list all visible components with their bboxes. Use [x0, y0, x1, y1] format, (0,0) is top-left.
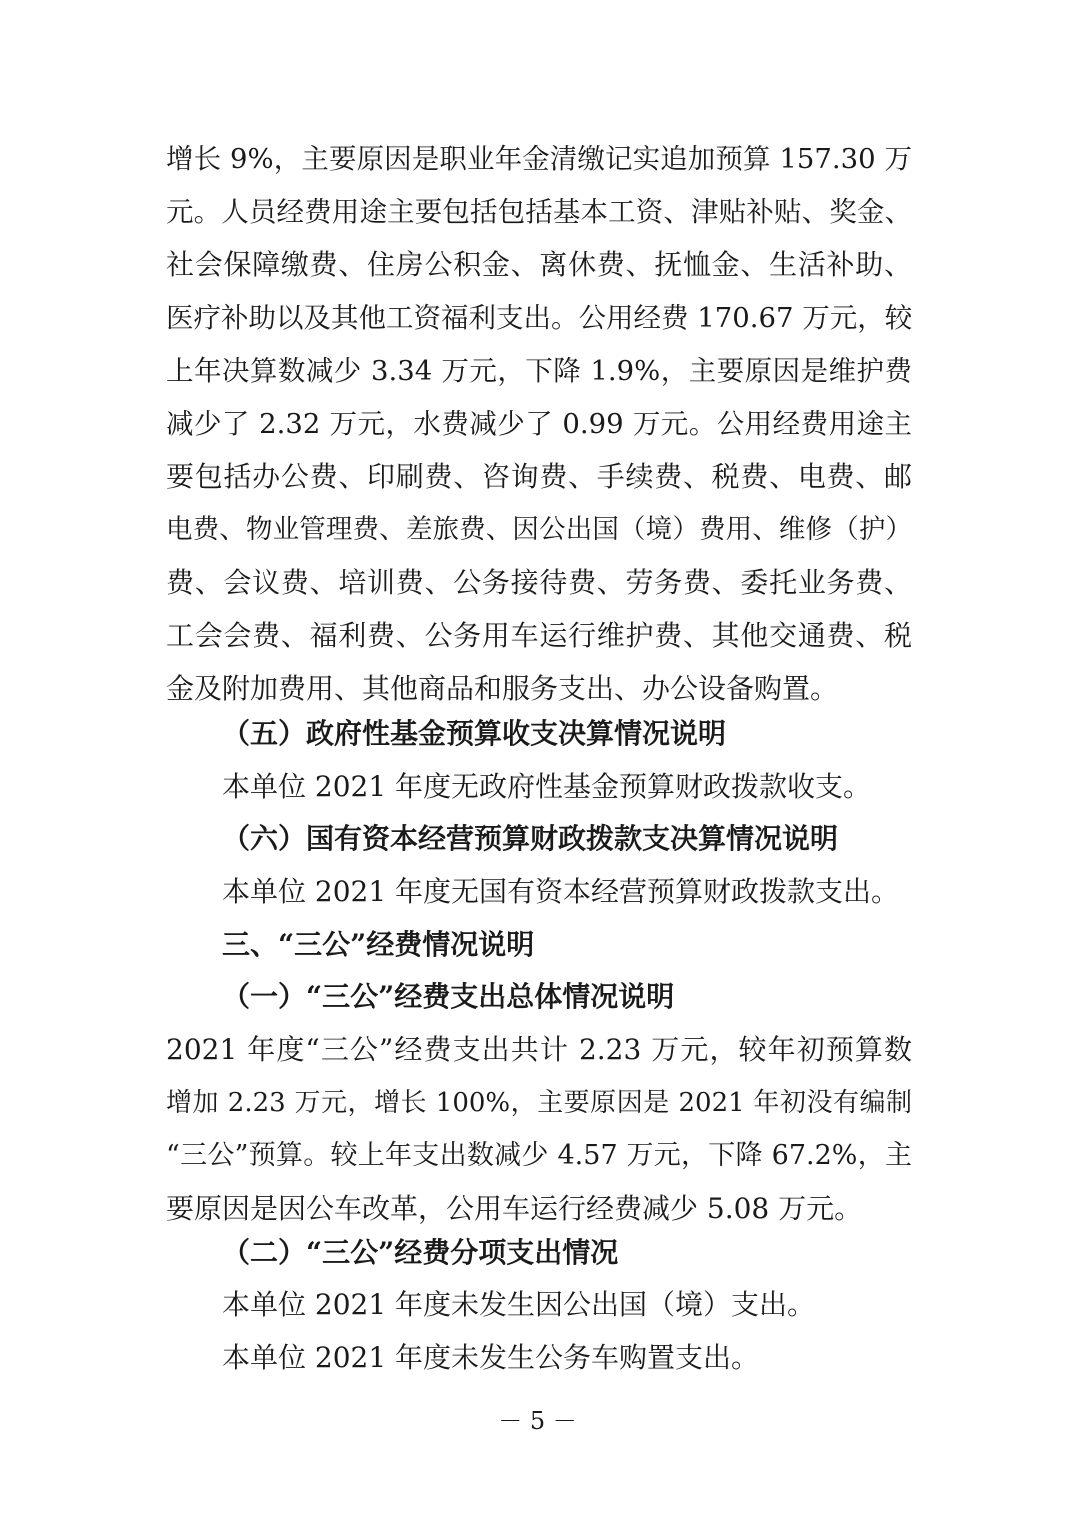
body-line: 本单位 2021 年度无国有资本经营预算财政拨款支出。	[222, 875, 900, 908]
section-heading-1: （一）“三公”经费支出总体情况说明	[222, 980, 675, 1013]
section-heading-2: （二）“三公”经费分项支出情况	[222, 1236, 619, 1269]
body-line: 本单位 2021 年度未发生公务车购置支出。	[222, 1341, 760, 1374]
body-line: 社会保障缴费、住房公积金、离休费、抚恤金、生活补助、	[166, 248, 912, 281]
page-number: － 5 －	[498, 1407, 577, 1435]
body-line: 2021 年度“三公”经费支出共计 2.23 万元，较年初预算数	[166, 1033, 912, 1066]
chapter-heading-3: 三、“三公”经费情况说明	[222, 928, 535, 961]
body-line: 医疗补助以及其他工资福利支出。公用经费 170.67 万元，较	[166, 302, 913, 334]
body-line: 要原因是因公车改革，公用车运行经费减少 5.08 万元。	[166, 1192, 863, 1225]
body-line: 上年决算数减少 3.34 万元，下降 1.9%，主要原因是维护费	[166, 355, 912, 387]
section-heading-6: （六）国有资本经营预算财政拨款支决算情况说明	[222, 822, 839, 855]
body-line: “三公”预算。较上年支出数减少 4.57 万元，下降 67.2%，主	[166, 1140, 912, 1171]
body-line: 工会会费、福利费、公务用车运行维护费、其他交通费、税	[166, 619, 912, 652]
body-line: 要包括办公费、印刷费、咨询费、手续费、税费、电费、邮	[166, 460, 912, 493]
body-line: 增长 9%，主要原因是职业年金清缴记实追加预算 157.30 万	[166, 143, 912, 175]
section-heading-5: （五）政府性基金预算收支决算情况说明	[222, 717, 727, 750]
body-line: 费、会议费、培训费、公务接待费、劳务费、委托业务费、	[166, 566, 912, 599]
body-line: 本单位 2021 年度无政府性基金预算财政拨款收支。	[222, 770, 872, 803]
body-line: 金及附加费用、其他商品和服务支出、办公设备购置。	[166, 672, 839, 705]
body-line: 增加 2.23 万元，增长 100%，主要原因是 2021 年初没有编制	[166, 1088, 912, 1118]
body-line: 电费、物业管理费、差旅费、因公出国（境）费用、维修（护）	[166, 514, 912, 545]
body-line: 元。人员经费用途主要包括包括基本工资、津贴补贴、奖金、	[166, 196, 912, 228]
body-line: 本单位 2021 年度未发生因公出国（境）支出。	[222, 1288, 816, 1321]
body-line: 减少了 2.32 万元，水费减少了 0.99 万元。公用经费用途主	[166, 408, 912, 440]
